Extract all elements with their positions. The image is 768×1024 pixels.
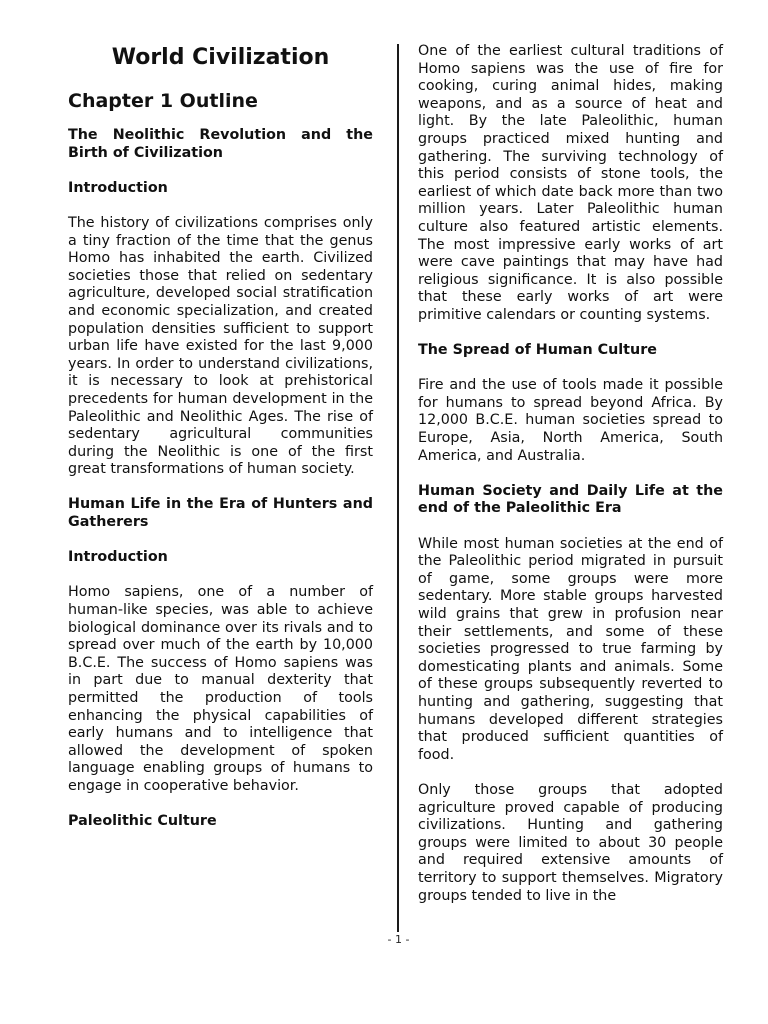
section-heading-hunters-gatherers: Human Life in the Era of Hunters and Gatherers [68,496,373,531]
right-column [418,43,723,905]
hunters-introduction-heading: Introduction [68,549,168,566]
daily-life-paragraph: While most human societies at the end of the Paleolithic period migrated in pursuit of game, some groups were more sedentary. More stable groups harvested wild grains that grew in profusion near their settlements, and some of these societies progressed to true farming by domesticating plants and animals. Some of these groups subsequently reverted to hunting and gathering, suggesting that humans developed different strategies that produced sufficient quantities of food. [418,535,723,763]
spread-paragraph: Fire and the use of tools made it possible for humans to spread beyond Africa. By 12,000 B.C.E. human societies spread to Europe, Asia, North America, South America, and Australia. [418,377,723,464]
introduction-heading: Introduction [68,179,168,196]
document-title: World Civilization [111,45,330,70]
paleolithic-culture-paragraph: One of the earliest cultural traditions of Homo sapiens was the use of fire for cooking, curing animal hides, making weapons, and as a source of heat and light. By the late Paleolithic, human groups practiced mixed hunting and gathering. The surviving technology of this period consists of stone tools, the earliest of which date back more than two million years. Later Paleolithic human culture also featured artistic elements. The most impressive early works of art were cave paintings that may have had religious significance. It is also possible that these early works of art were primitive calendars or counting systems. [418,43,723,323]
paleolithic-culture-heading: Paleolithic Culture [68,813,217,830]
daily-life-heading: Human Society and Daily Life at the end of the Paleolithic Era [418,482,723,517]
chapter-title: Chapter 1 Outline [68,90,258,112]
introduction-paragraph: The history of civilizations comprises only a tiny fraction of the time that the genus Homo has inhabited the earth. Civilized societies those that relied on sedentary agriculture, developed social stratification and economic specialization, and created population densities sufficient to support urban life have existed for the last 9,000 years. In order to understand civilizations, it is necessary to look at prehistorical precedents for human development in the Paleolithic and Neolithic Ages. The rise of sedentary agricultural communities during the Neolithic is one of the first great transformations of human society. [68,214,373,478]
column-divider [397,44,399,932]
hunters-paragraph: Homo sapiens, one of a number of human-like species, was able to achieve biological dominance over its rivals and to spread over much of the earth by 10,000 B.C.E. The success of Homo sapiens was in part due to manual dexterity that permitted the production of tools enhancing the physical capabilities of early humans and to intelligence that allowed the development of spoken language enabling groups of humans to engage in cooperative behavior. [68,584,373,794]
section-heading-neolithic: The Neolithic Revolution and the Birth of Civilization [68,127,373,161]
agriculture-paragraph: Only those groups that adopted agriculture proved capable of producing civilizations. Hunting and gathering groups were limited to about 30 people and required extensive amounts of territory to support themselves. Migratory groups tended to live in the [418,781,723,904]
page-number: - 1 - [387,933,410,946]
spread-heading: The Spread of Human Culture [418,342,657,359]
left-column [68,43,373,831]
